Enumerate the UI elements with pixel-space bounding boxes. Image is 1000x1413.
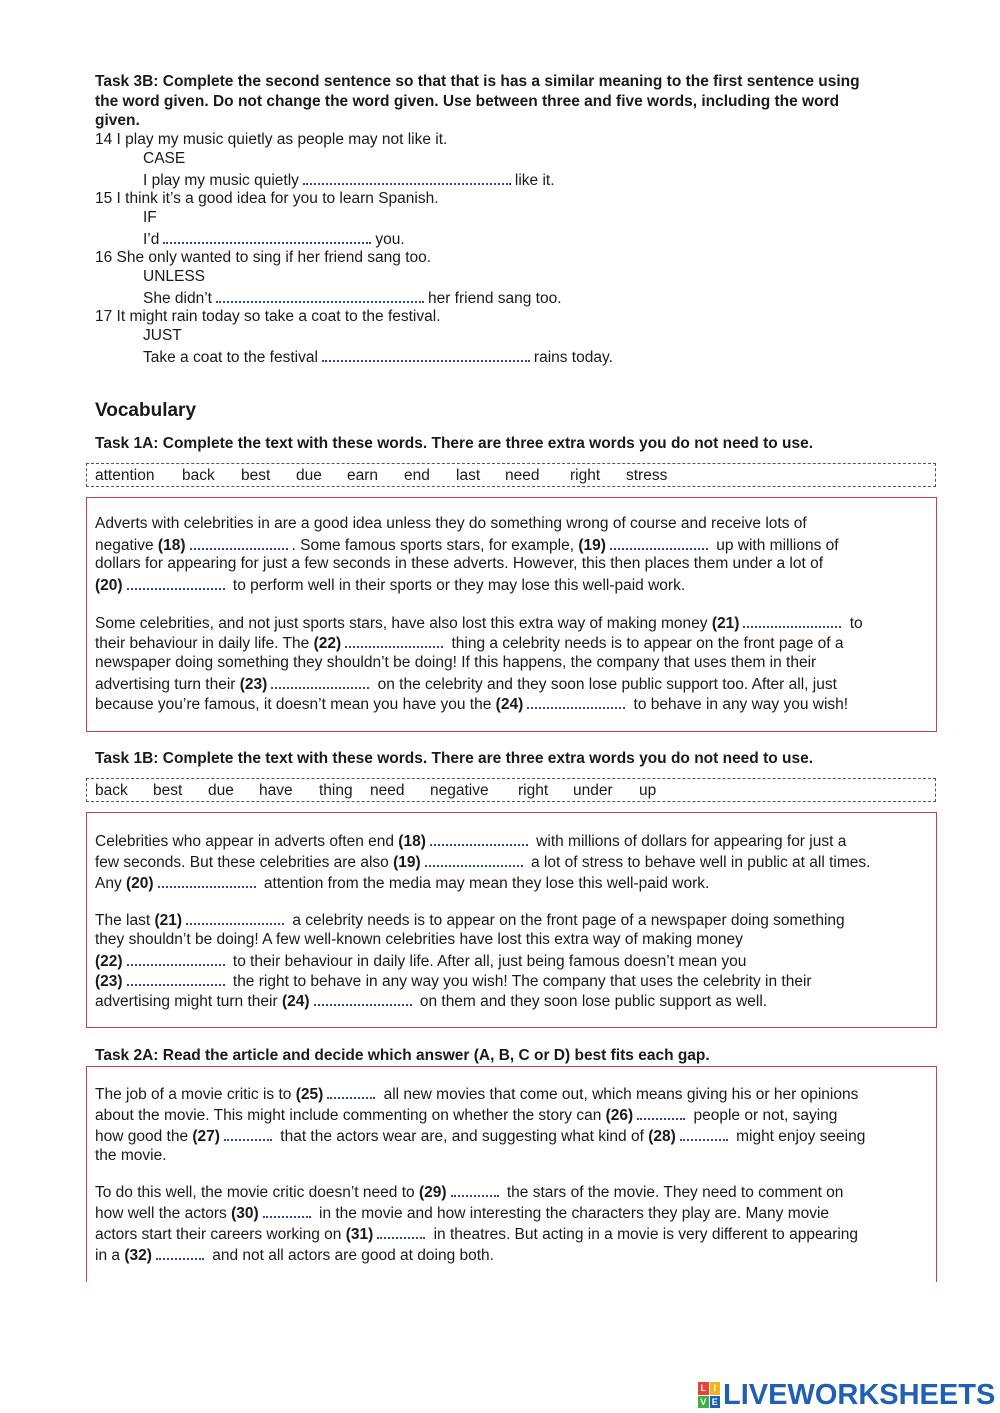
vocabulary-title: Vocabulary bbox=[95, 400, 197, 421]
word-chip: have bbox=[259, 782, 293, 799]
text-line bbox=[95, 632, 844, 654]
text-line bbox=[95, 1202, 829, 1224]
gap-21[interactable] bbox=[186, 909, 284, 925]
answer-gap-14[interactable] bbox=[303, 169, 511, 185]
text-seg: because you’re famous, it doesn’t mean you have you the bbox=[95, 696, 496, 713]
text-seg: that the actors wear are, and suggesting what kind of bbox=[275, 1128, 649, 1145]
text-seg: in the movie and how interesting the characters they play are. Many movie bbox=[314, 1205, 830, 1222]
word-chip: right bbox=[570, 467, 601, 484]
answer-gap-15[interactable] bbox=[163, 228, 371, 244]
word-chip: up bbox=[639, 782, 657, 799]
text-line bbox=[95, 673, 837, 695]
task1a-word-box bbox=[86, 463, 936, 487]
text-seg: how good the bbox=[95, 1128, 193, 1145]
text-line bbox=[95, 1125, 865, 1147]
text-seg: in a bbox=[95, 1247, 125, 1264]
gap-number-18: (18) bbox=[157, 537, 186, 554]
word-chip: best bbox=[241, 467, 271, 484]
text-seg: negative bbox=[95, 537, 158, 554]
gap-22[interactable] bbox=[127, 950, 225, 966]
text-line bbox=[95, 909, 845, 931]
text-seg: on them and they soon lose public support as well. bbox=[415, 993, 768, 1010]
task1a-heading: Task 1A: Complete the text with these words. There are three extra words you do not need to use. bbox=[95, 435, 814, 452]
text-seg: about the movie. This might include commenting on whether the story can bbox=[95, 1107, 606, 1124]
word-chip: need bbox=[505, 467, 540, 484]
gap-31[interactable] bbox=[377, 1223, 425, 1239]
text-seg: to behave in any way you wish! bbox=[629, 696, 849, 713]
text-seg: actors start their careers working on bbox=[95, 1226, 346, 1243]
gap-number-20: (20) bbox=[126, 875, 154, 892]
liveworksheets-logo bbox=[698, 1378, 995, 1412]
word-chip: best bbox=[153, 782, 183, 799]
gap-number-23: (23) bbox=[239, 676, 268, 693]
word-chip: attention bbox=[95, 467, 155, 484]
text-seg: to bbox=[845, 615, 863, 632]
gap-number-19: (19) bbox=[393, 854, 421, 871]
text-seg: the right to behave in any way you wish! The company that uses the celebrity in their bbox=[228, 973, 812, 990]
text-seg: Any bbox=[95, 875, 127, 892]
text-seg: few seconds. But these celebrities are also bbox=[95, 854, 394, 871]
text-line bbox=[95, 970, 812, 992]
logo-mark-letter: V bbox=[698, 1396, 709, 1409]
text-seg: people or not, saying bbox=[689, 1107, 838, 1124]
gap-27[interactable] bbox=[224, 1125, 272, 1141]
text-seg: . Some famous sports stars, for example, bbox=[291, 537, 579, 554]
text-seg: advertising turn their bbox=[95, 676, 240, 693]
answer-post: rains today. bbox=[533, 349, 613, 366]
gap-22[interactable] bbox=[345, 632, 443, 648]
keyword-14: CASE bbox=[143, 150, 186, 167]
logo-text: LIVEWORKSHEETS bbox=[723, 1378, 996, 1411]
word-chip: stress bbox=[626, 467, 668, 484]
text-line bbox=[95, 950, 746, 972]
gap-number-27: (27) bbox=[192, 1128, 220, 1145]
word-chip: right bbox=[518, 782, 549, 799]
task3b-heading-line2: the word given. Do not change the word given. Use between three and five words, including the word bbox=[95, 93, 840, 110]
answer-line-17 bbox=[143, 346, 613, 368]
text-line bbox=[95, 990, 767, 1012]
gap-23[interactable] bbox=[127, 970, 225, 986]
gap-21[interactable] bbox=[743, 612, 841, 628]
gap-28[interactable] bbox=[680, 1125, 728, 1141]
text-seg: to their behaviour in daily life. After all, just being famous doesn’t mean you bbox=[228, 953, 747, 970]
text-seg: advertising might turn their bbox=[95, 993, 282, 1010]
text-line: the movie. bbox=[95, 1147, 167, 1164]
answer-pre: I’d bbox=[143, 231, 160, 248]
gap-number-21: (21) bbox=[154, 912, 183, 929]
keyword-15: IF bbox=[143, 209, 157, 226]
text-seg: attention from the media may mean they lose this well-paid work. bbox=[259, 875, 710, 892]
gap-number-32: (32) bbox=[124, 1247, 152, 1264]
text-seg: Some celebrities, and not just sports stars, have also lost this extra way of making money bbox=[95, 615, 712, 632]
logo-mark-letter: E bbox=[710, 1396, 721, 1409]
word-chip: end bbox=[404, 467, 430, 484]
text-seg: Celebrities who appear in adverts often end bbox=[95, 833, 399, 850]
gap-number-30: (30) bbox=[231, 1205, 259, 1222]
text-line bbox=[95, 1244, 494, 1266]
keyword-17: JUST bbox=[143, 327, 182, 344]
text-line: dollars for appearing for just a few seconds in these adverts. However, this then places them under a lot of bbox=[95, 555, 824, 572]
answer-post: like it. bbox=[514, 172, 555, 189]
text-line bbox=[95, 1181, 843, 1203]
gap-19[interactable] bbox=[610, 534, 708, 550]
gap-number-24: (24) bbox=[495, 696, 524, 713]
text-seg: might enjoy seeing bbox=[731, 1128, 866, 1145]
logo-mark-letter: L bbox=[698, 1382, 709, 1395]
word-chip: thing bbox=[319, 782, 353, 799]
gap-24[interactable] bbox=[527, 693, 625, 709]
answer-post: you. bbox=[375, 231, 405, 248]
word-chip: back bbox=[95, 782, 128, 799]
text-line: they shouldn’t be doing! A few well-known celebrities have lost this extra way of making money bbox=[95, 931, 743, 948]
gap-number-19: (19) bbox=[578, 537, 606, 554]
word-chip: back bbox=[182, 467, 215, 484]
word-chip: negative bbox=[430, 782, 489, 799]
gap-number-24: (24) bbox=[281, 993, 310, 1010]
gap-number-31: (31) bbox=[345, 1226, 374, 1243]
gap-32[interactable] bbox=[156, 1244, 204, 1260]
text-seg: their behaviour in daily life. The bbox=[95, 635, 314, 652]
text-line bbox=[95, 693, 848, 715]
logo-mark-icon bbox=[698, 1382, 720, 1408]
text-seg: To do this well, the movie critic doesn’t need to bbox=[95, 1184, 419, 1201]
gap-20[interactable] bbox=[127, 574, 225, 590]
task1b-heading: Task 1B: Complete the text with these words. There are three extra words you do not need to use. bbox=[95, 750, 814, 767]
answer-post: her friend sang too. bbox=[427, 290, 562, 307]
question-17: 17 It might rain today so take a coat to the festival. bbox=[95, 308, 441, 325]
text-seg: a celebrity needs is to appear on the front page of a newspaper doing something bbox=[288, 912, 845, 929]
word-chip: under bbox=[573, 782, 613, 799]
gap-number-22: (22) bbox=[313, 635, 342, 652]
word-chip: last bbox=[456, 467, 481, 484]
gap-number-23: (23) bbox=[95, 973, 123, 990]
text-seg: The last bbox=[95, 912, 155, 929]
text-seg: thing a celebrity needs is to appear on the front page of a bbox=[447, 635, 844, 652]
gap-25[interactable] bbox=[327, 1083, 375, 1099]
question-16: 16 She only wanted to sing if her friend sang too. bbox=[95, 249, 432, 266]
text-line: Adverts with celebrities in are a good idea unless they do something wrong of course and receive lots of bbox=[95, 515, 807, 532]
gap-number-25: (25) bbox=[295, 1086, 324, 1103]
text-seg: in theatres. But acting in a movie is very different to appearing bbox=[429, 1226, 859, 1243]
text-line bbox=[95, 872, 709, 894]
gap-18[interactable] bbox=[430, 830, 528, 846]
word-chip: need bbox=[370, 782, 405, 799]
text-seg: on the celebrity and they soon lose public support too. After all, just bbox=[373, 676, 837, 693]
answer-line-15 bbox=[143, 228, 405, 250]
word-chip: due bbox=[208, 782, 234, 799]
gap-number-26: (26) bbox=[605, 1107, 634, 1124]
text-seg: The job of a movie critic is to bbox=[95, 1086, 296, 1103]
text-line bbox=[95, 534, 839, 556]
gap-23[interactable] bbox=[271, 673, 369, 689]
word-chip: earn bbox=[347, 467, 379, 484]
text-line bbox=[95, 574, 685, 596]
question-14: 14 I play my music quietly as people may not like it. bbox=[95, 131, 448, 148]
gap-26[interactable] bbox=[637, 1104, 685, 1120]
keyword-16: UNLESS bbox=[143, 268, 206, 285]
text-seg: to perform well in their sports or they may lose this well-paid work. bbox=[228, 577, 686, 594]
text-seg: how well the actors bbox=[95, 1205, 232, 1222]
answer-line-14 bbox=[143, 169, 555, 191]
task3b-heading-line1: Task 3B: Complete the second sentence so that that is has a similar meaning to the first sentence using bbox=[95, 73, 860, 90]
text-seg: the stars of the movie. They need to comment on bbox=[502, 1184, 844, 1201]
text-seg: with millions of dollars for appearing for just a bbox=[531, 833, 847, 850]
gap-19[interactable] bbox=[425, 851, 523, 867]
text-line bbox=[95, 830, 846, 852]
text-line bbox=[95, 1223, 858, 1245]
answer-pre: She didn’t bbox=[143, 290, 212, 307]
logo-mark-letter: I bbox=[710, 1382, 721, 1395]
text-line bbox=[95, 1104, 837, 1126]
gap-number-22: (22) bbox=[95, 953, 123, 970]
answer-gap-16[interactable] bbox=[216, 287, 424, 303]
text-seg: all new movies that come out, which means giving his or her opinions bbox=[379, 1086, 859, 1103]
task1b-word-box bbox=[86, 778, 936, 802]
question-15: 15 I think it’s a good idea for you to learn Spanish. bbox=[95, 190, 439, 207]
gap-number-18: (18) bbox=[398, 833, 426, 850]
gap-number-29: (29) bbox=[418, 1184, 447, 1201]
gap-number-20: (20) bbox=[95, 577, 123, 594]
gap-24[interactable] bbox=[314, 990, 412, 1006]
gap-29[interactable] bbox=[451, 1181, 499, 1197]
answer-line-16 bbox=[143, 287, 562, 309]
text-line bbox=[95, 1083, 858, 1105]
text-seg: a lot of stress to behave well in public at all times. bbox=[526, 854, 871, 871]
word-chip: due bbox=[296, 467, 322, 484]
gap-18[interactable] bbox=[190, 534, 288, 550]
task2a-heading: Task 2A: Read the article and decide which answer (A, B, C or D) best fits each gap. bbox=[95, 1047, 710, 1064]
answer-pre: Take a coat to the festival bbox=[143, 349, 318, 366]
text-line bbox=[95, 851, 870, 873]
answer-pre: I play my music quietly bbox=[143, 172, 299, 189]
answer-gap-17[interactable] bbox=[322, 346, 530, 362]
gap-number-21: (21) bbox=[711, 615, 740, 632]
gap-20[interactable] bbox=[158, 872, 256, 888]
task3b-heading-line3: given. bbox=[95, 112, 140, 129]
gap-number-28: (28) bbox=[648, 1128, 676, 1145]
text-line: newspaper doing something they shouldn’t be doing! If this happens, the company that uses them in their bbox=[95, 654, 817, 671]
gap-30[interactable] bbox=[263, 1202, 311, 1218]
text-seg: up with millions of bbox=[711, 537, 839, 554]
text-line bbox=[95, 612, 863, 634]
text-seg: and not all actors are good at doing both. bbox=[207, 1247, 494, 1264]
